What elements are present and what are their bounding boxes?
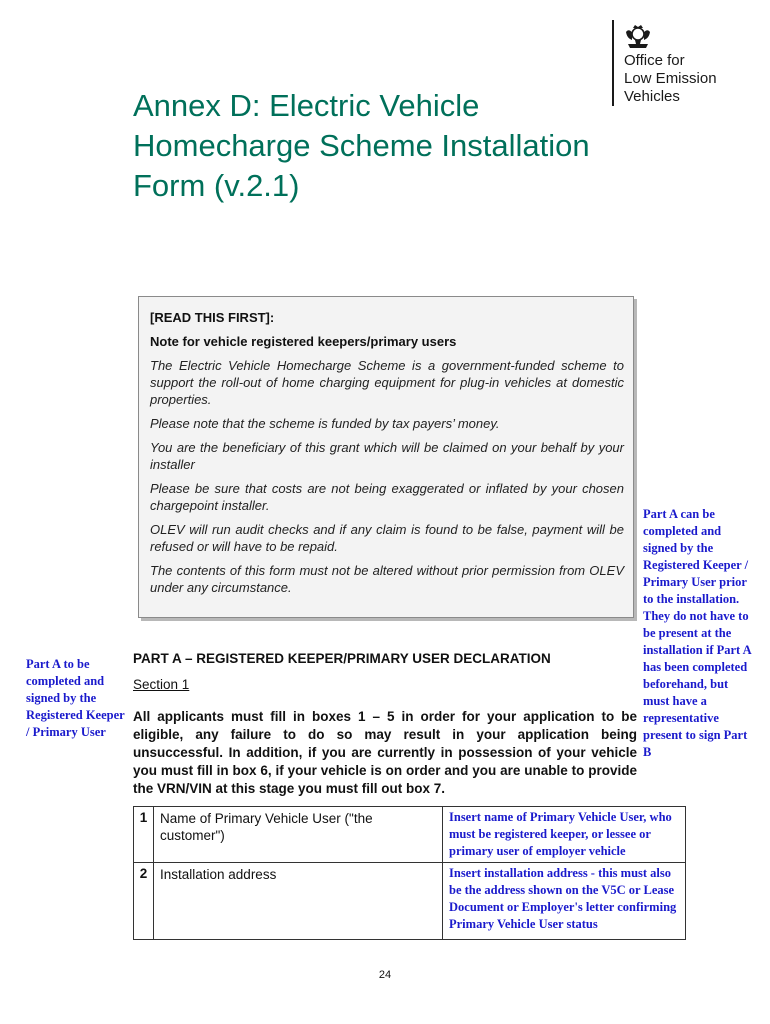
page-number: 24 (378, 969, 392, 981)
logo-line: Office for (624, 52, 685, 69)
part-a-heading: PART A – REGISTERED KEEPER/PRIMARY USER DECLARATION (133, 651, 551, 666)
instructions: All applicants must fill in boxes 1 – 5 in order for your application to be eligible, any failure to do so may result in your application being unsuccessful. In addition, if you are currently in possession of your vehicle you must fill in box 6, if your vehicle is on order and you are unable to provide the VRN/VIN at this stage you must fill out box 7. (133, 709, 637, 796)
section-label: Section 1 (133, 677, 190, 692)
notice-paragraph: You are the beneficiary of this grant which will be claimed on your behalf by your installer (150, 440, 624, 472)
read-first-notice (138, 296, 634, 618)
notice-subheading: Note for vehicle registered keepers/primary users (150, 334, 457, 349)
notice-paragraph: The Electric Vehicle Homecharge Scheme is a government-funded scheme to support the roll-out of home charging equipment for plug-in vehicles at domestic properties. (150, 358, 624, 407)
declaration-form-table (133, 806, 686, 940)
field-label: Name of Primary Vehicle User ("the customer") (154, 807, 443, 863)
form-row (134, 863, 686, 940)
notice-heading: [READ THIS FIRST]: (150, 310, 275, 325)
notice-paragraph: The contents of this form must not be altered without prior permission from OLEV under any circumstance. (150, 563, 624, 595)
royal-crest-icon (624, 24, 652, 50)
logo-line: Vehicles (624, 88, 680, 105)
box-number: 1 (134, 807, 154, 863)
logo-text (624, 52, 717, 106)
installation-address-field[interactable]: Insert installation address - this must also be the address shown on the V5C or Lease Document or Employer's letter confirming Primary Vehicle User status (443, 863, 686, 940)
olev-logo (612, 20, 762, 108)
form-row (134, 807, 686, 863)
page-title: Annex D: Electric Vehicle Homecharge Scheme Installation Form (v.2.1) (133, 88, 590, 203)
notice-paragraph: Please note that the scheme is funded by tax payers’ money. (150, 416, 500, 431)
margin-note-left: Part A to be completed and signed by the Registered Keeper / Primary User (26, 657, 125, 739)
logo-line: Low Emission (624, 70, 717, 87)
field-label: Installation address (154, 863, 443, 940)
box-number: 2 (134, 863, 154, 940)
margin-note-right: Part A can be completed and signed by the Registered Keeper / Primary User prior to the installation. They do not have to be present at the installation if Part A has been completed beforehand, but must have a representative present to sign Part B (643, 507, 751, 759)
primary-user-name-field[interactable]: Insert name of Primary Vehicle User, who must be registered keeper, or lessee or primary user of employer vehicle (443, 807, 686, 863)
notice-paragraph: Please be sure that costs are not being exaggerated or inflated by your chosen chargepoint installer. (150, 481, 624, 513)
notice-paragraph: OLEV will run audit checks and if any claim is found to be false, payment will be refused or will have to be repaid. (150, 522, 624, 554)
